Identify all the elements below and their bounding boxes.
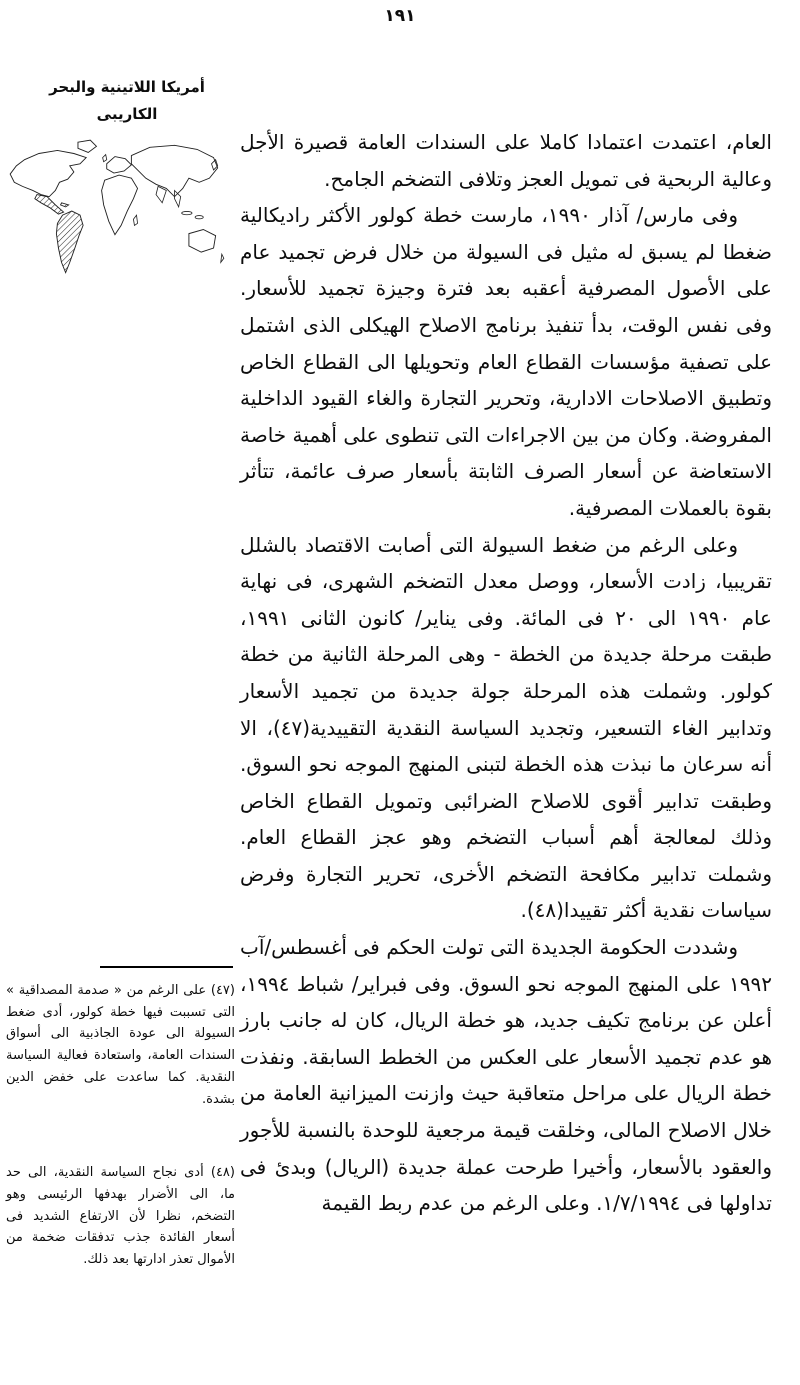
footnote-separator-rule <box>100 966 233 968</box>
paragraph: وفى مارس/ آذار ١٩٩٠، مارست خطة كولور الأكثر راديكالية ضغطا لم يسبق له مثيل فى السيولة من خلال فرض تجميد عام على الأصول المصرفية أعقبه بعد فترة وجيزة تجميد للأسعار. وفى نفس الوقت، بدأ تنفيذ برنامج الاصلاح الهيكلى الذى اشتمل على تصفية مؤسسات القطاع العام وتحويلها الى القطاع الخاص وتطبيق الاصلاحات الادارية، وتحرير التجارة والغاء القيود الداخلية المفروضة. وكان من بين الاجراءات التى تنطوى على أهمية خاصة الاستعاضة عن أسعار الصرف الثابتة بأسعار صرف عائمة، تتأثر بقوة بالعملات المصرفية. <box>240 203 772 520</box>
region-heading-line1: أمريكا اللاتينية والبحر <box>49 78 205 96</box>
continent-europe <box>107 157 132 173</box>
region-south-america-hatched <box>56 211 83 273</box>
paragraph: وشددت الحكومة الجديدة التى تولت الحكم فى أغسطس/آب ١٩٩٢ على المنهج الموجه نحو السوق. وفى فبراير/ شباط ١٩٩٤، أعلن عن برنامج تكيف جديد، هو خطة الريال، كان له جانب بارز هو عدم تجميد الأسعار على العكس من الخطط السابقة. ونفذت خطة الريال على مراحل متعاقبة حيث وازنت الميزانية العامة من خلال الاصلاح المالى، وخلقت قيمة مرجعية للوحدة بالنسبة للأجور والعقود بالأسعار، وأخيرا طرحت عملة جديدة (الريال) وبدئ فى تداولها فى ١/٧/١٩٩٤. وعلى الرغم من عدم ربط القيمة <box>240 935 772 1216</box>
world-map-figure <box>4 132 230 288</box>
continent-australia <box>189 230 216 253</box>
british-isles-outline <box>103 155 107 162</box>
region-caribbean-hatched <box>61 203 69 207</box>
page-number: ١٩١ <box>384 6 416 26</box>
continent-africa <box>102 175 138 235</box>
region-heading <box>22 74 232 128</box>
continent-asia <box>131 145 217 196</box>
world-map-icon <box>4 132 230 288</box>
body-text-column <box>240 124 772 1222</box>
madagascar-outline <box>133 215 137 225</box>
region-central-america-hatched <box>35 195 64 215</box>
footnotes-column <box>6 980 235 1271</box>
footnote: (٤٧) على الرغم من « صدمة المصداقية » التى تسببت فيها خطة كولور، أدى ضغط السيولة الى عودة الجاذبية الى أسواق السندات العامة، واستعادة فعالية السياسة النقدية. كما ساعدت على خفض الدين بشدة. <box>6 983 235 1107</box>
region-heading-line2: الكاريبى <box>96 105 158 123</box>
paragraph: العام، اعتمدت اعتمادا كاملا على السندات العامة قصيرة الأجل وعالية الربحية فى تمويل العجز وتلافى التضخم الجامح. <box>240 130 772 191</box>
india-outline <box>156 186 166 202</box>
new-guinea-outline <box>195 216 203 219</box>
greenland-outline <box>78 140 96 152</box>
indonesia-outline <box>182 211 192 214</box>
footnote: (٤٨) أدى نجاح السياسة النقدية، الى حد ما، الى الأضرار بهدفها الرئيسى وهو التضخم، نظرا لأن الارتفاع الشديد فى أسعار الفائدة جذب تدفقات ضخمة من الأموال تعذر ادارتها بعد ذلك. <box>6 1165 235 1268</box>
paragraph: وعلى الرغم من ضغط السيولة التى أصابت الاقتصاد بالشلل تقريبيا، زادت الأسعار، ووصل معدل التضخم الشهرى، فى نهاية عام ١٩٩٠ الى ٢٠ فى المائة. وفى يناير/ كانون الثانى ١٩٩١، طبقت مرحلة جديدة من الخطة - وهى المرحلة الثانية من خطة كولور. وشملت هذه المرحلة جولة جديدة من تجميد الأسعار وتدابير الغاء التسعير، وتجديد السياسة النقدية التقييدية(٤٧)، الا أنه سرعان ما نبذت هذه الخطة لتبنى المنهج الموجه نحو السوق. وطبقت تدابير أقوى للاصلاح الضرائبى وتمويل القطاع الخاص وذلك لمعالجة أهم أسباب التضخم وهو عجز القطاع العام. وشملت تدابير مكافحة التضخم الأخرى، تحرير التجارة وفرض سياسات نقدية أكثر تقييدا(٤٨). <box>240 532 772 923</box>
new-zealand-outline <box>221 254 224 262</box>
continent-north-america <box>10 150 86 196</box>
